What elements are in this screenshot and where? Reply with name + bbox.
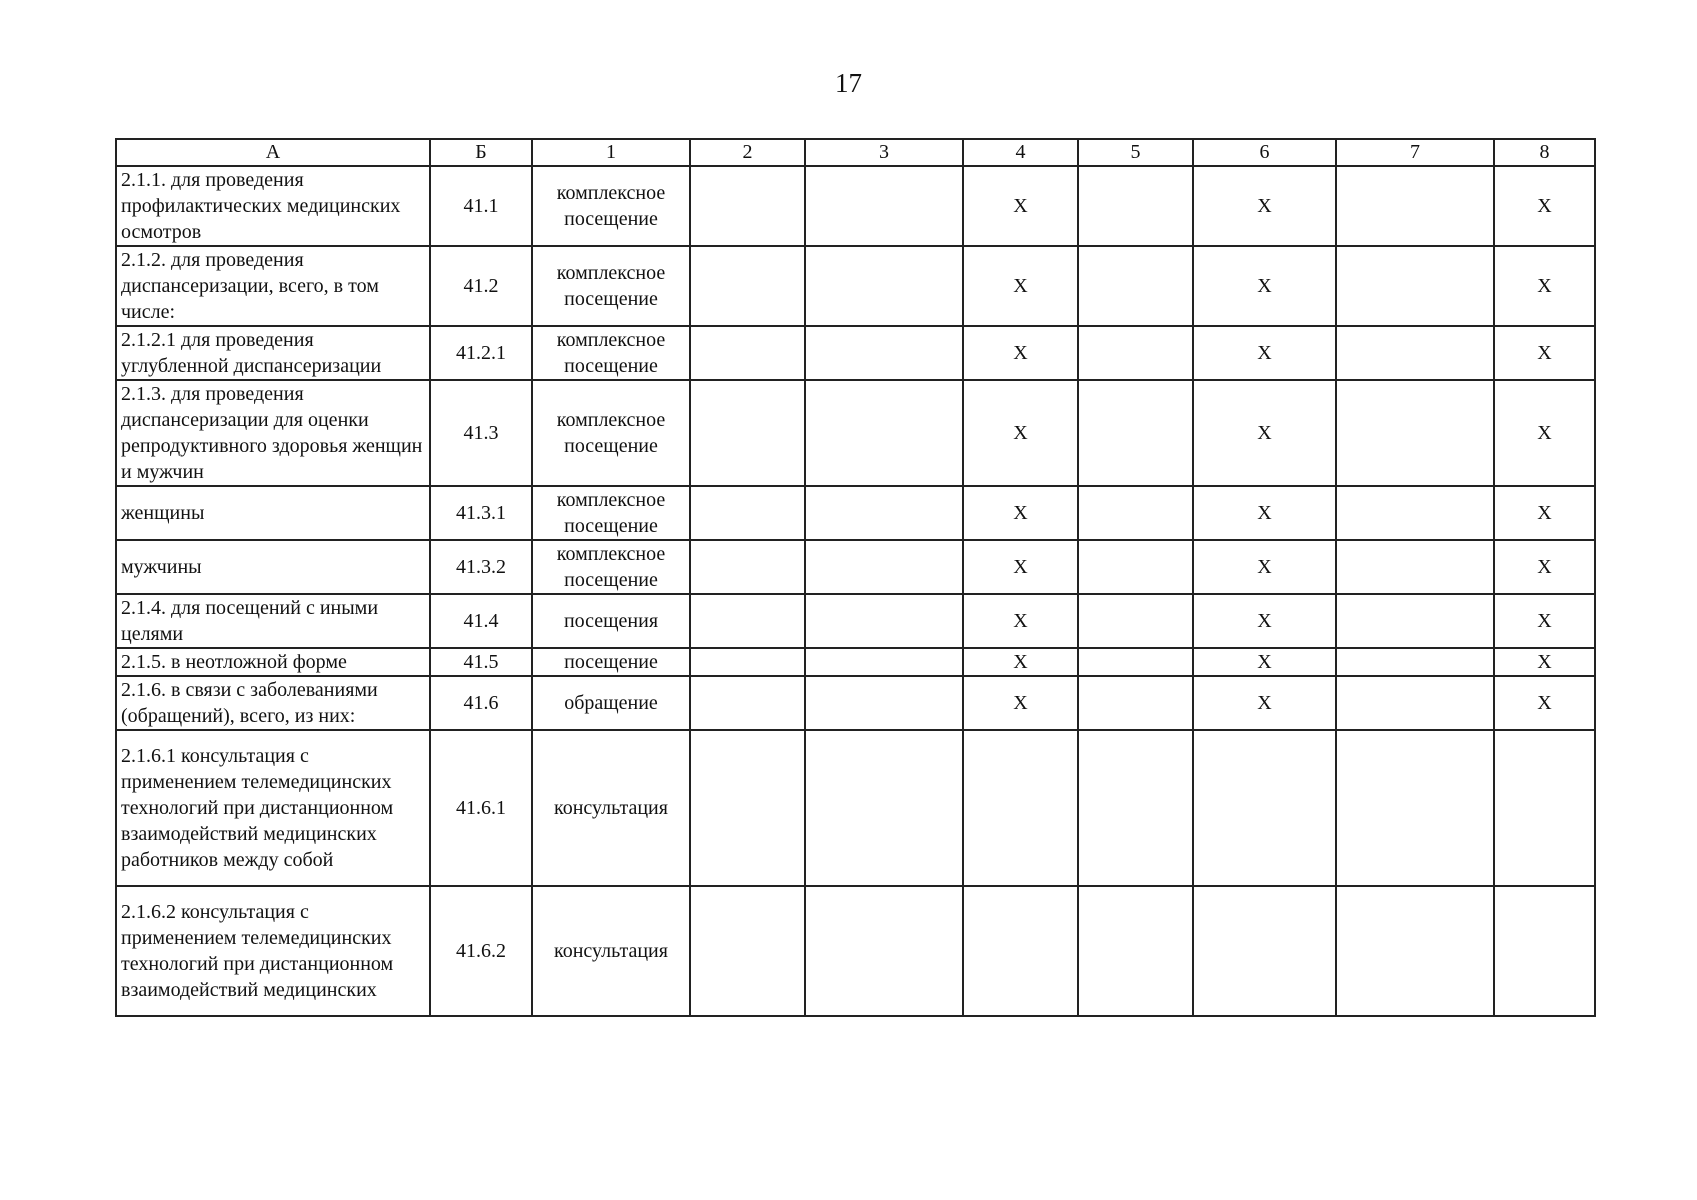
- table-row: [116, 594, 1595, 648]
- cell-col-5: [1078, 486, 1193, 540]
- cell-col-3: [805, 886, 963, 1016]
- cell-col-6: Х: [1193, 594, 1336, 648]
- row-unit: комплексное посещение: [532, 540, 690, 594]
- cell-col-7: [1336, 326, 1494, 380]
- cell-col-6: Х: [1193, 166, 1336, 246]
- cell-col-7: [1336, 166, 1494, 246]
- cell-col-2: [690, 594, 805, 648]
- cell-col-3: [805, 486, 963, 540]
- cell-col-3: [805, 246, 963, 326]
- column-header: А: [116, 139, 430, 166]
- column-header: 2: [690, 139, 805, 166]
- cell-col-2: [690, 166, 805, 246]
- row-description: 2.1.6.1 консультация с применением телемедицинских технологий при дистанционном взаимодействий медицинских работников между собой: [116, 730, 430, 886]
- cell-col-3: [805, 540, 963, 594]
- row-description: 2.1.2. для проведения диспансеризации, всего, в том числе:: [116, 246, 430, 326]
- cell-col-5: [1078, 594, 1193, 648]
- cell-col-8: Х: [1494, 166, 1595, 246]
- cell-col-2: [690, 540, 805, 594]
- table-row: [116, 676, 1595, 730]
- cell-col-3: [805, 594, 963, 648]
- cell-col-8: Х: [1494, 486, 1595, 540]
- table-row: [116, 730, 1595, 886]
- cell-col-7: [1336, 886, 1494, 1016]
- cell-col-3: [805, 648, 963, 676]
- cell-col-8: Х: [1494, 648, 1595, 676]
- column-header: Б: [430, 139, 532, 166]
- cell-col-8: Х: [1494, 540, 1595, 594]
- cell-col-6: [1193, 886, 1336, 1016]
- cell-col-7: [1336, 246, 1494, 326]
- cell-col-4: Х: [963, 540, 1078, 594]
- header-row: [116, 139, 1595, 166]
- cell-col-4: Х: [963, 246, 1078, 326]
- table-row: [116, 648, 1595, 676]
- cell-col-8: Х: [1494, 594, 1595, 648]
- row-code: 41.2: [430, 246, 532, 326]
- table-row: [116, 886, 1595, 1016]
- cell-col-4: [963, 886, 1078, 1016]
- row-unit: комплексное посещение: [532, 166, 690, 246]
- row-code: 41.3.2: [430, 540, 532, 594]
- cell-col-2: [690, 246, 805, 326]
- row-unit: комплексное посещение: [532, 326, 690, 380]
- cell-col-4: Х: [963, 326, 1078, 380]
- column-header: 4: [963, 139, 1078, 166]
- row-unit: комплексное посещение: [532, 380, 690, 486]
- cell-col-4: Х: [963, 166, 1078, 246]
- data-table: [115, 138, 1596, 1017]
- cell-col-6: Х: [1193, 676, 1336, 730]
- column-header: 3: [805, 139, 963, 166]
- row-unit: посещение: [532, 648, 690, 676]
- cell-col-3: [805, 676, 963, 730]
- cell-col-6: Х: [1193, 540, 1336, 594]
- row-description: 2.1.4. для посещений с иными целями: [116, 594, 430, 648]
- row-description: 2.1.1. для проведения профилактических медицинских осмотров: [116, 166, 430, 246]
- column-header: 8: [1494, 139, 1595, 166]
- row-unit: консультация: [532, 886, 690, 1016]
- cell-col-2: [690, 326, 805, 380]
- cell-col-3: [805, 326, 963, 380]
- column-header: 6: [1193, 139, 1336, 166]
- cell-col-7: [1336, 648, 1494, 676]
- row-unit: консультация: [532, 730, 690, 886]
- cell-col-2: [690, 380, 805, 486]
- cell-col-8: Х: [1494, 676, 1595, 730]
- row-code: 41.5: [430, 648, 532, 676]
- cell-col-8: [1494, 886, 1595, 1016]
- row-unit: обращение: [532, 676, 690, 730]
- cell-col-6: Х: [1193, 246, 1336, 326]
- row-code: 41.2.1: [430, 326, 532, 380]
- cell-col-7: [1336, 540, 1494, 594]
- row-description: женщины: [116, 486, 430, 540]
- cell-col-3: [805, 166, 963, 246]
- cell-col-4: Х: [963, 594, 1078, 648]
- cell-col-4: Х: [963, 676, 1078, 730]
- row-code: 41.6: [430, 676, 532, 730]
- cell-col-2: [690, 886, 805, 1016]
- row-unit: комплексное посещение: [532, 246, 690, 326]
- row-code: 41.1: [430, 166, 532, 246]
- cell-col-8: Х: [1494, 380, 1595, 486]
- cell-col-2: [690, 648, 805, 676]
- column-header: 5: [1078, 139, 1193, 166]
- cell-col-4: Х: [963, 486, 1078, 540]
- cell-col-5: [1078, 540, 1193, 594]
- cell-col-6: Х: [1193, 648, 1336, 676]
- cell-col-3: [805, 730, 963, 886]
- cell-col-5: [1078, 730, 1193, 886]
- table-row: [116, 486, 1595, 540]
- row-description: 2.1.6. в связи с заболеваниями (обращений), всего, из них:: [116, 676, 430, 730]
- row-description: мужчины: [116, 540, 430, 594]
- cell-col-2: [690, 730, 805, 886]
- cell-col-2: [690, 486, 805, 540]
- cell-col-4: Х: [963, 648, 1078, 676]
- cell-col-5: [1078, 380, 1193, 486]
- table-row: [116, 246, 1595, 326]
- page-number: 17: [835, 68, 862, 98]
- cell-col-8: Х: [1494, 326, 1595, 380]
- cell-col-4: [963, 730, 1078, 886]
- row-code: 41.3: [430, 380, 532, 486]
- cell-col-5: [1078, 886, 1193, 1016]
- cell-col-3: [805, 380, 963, 486]
- cell-col-6: Х: [1193, 380, 1336, 486]
- cell-col-5: [1078, 246, 1193, 326]
- cell-col-7: [1336, 730, 1494, 886]
- row-code: 41.6.1: [430, 730, 532, 886]
- cell-col-5: [1078, 648, 1193, 676]
- cell-col-7: [1336, 380, 1494, 486]
- cell-col-8: [1494, 730, 1595, 886]
- cell-col-6: [1193, 730, 1336, 886]
- row-description: 2.1.3. для проведения диспансеризации для оценки репродуктивного здоровья женщин и мужчин: [116, 380, 430, 486]
- cell-col-7: [1336, 594, 1494, 648]
- cell-col-6: Х: [1193, 486, 1336, 540]
- cell-col-8: Х: [1494, 246, 1595, 326]
- row-description: 2.1.6.2 консультация с применением телемедицинских технологий при дистанционном взаимодействий медицинских: [116, 886, 430, 1016]
- table-row: [116, 326, 1595, 380]
- cell-col-5: [1078, 166, 1193, 246]
- column-header: 7: [1336, 139, 1494, 166]
- table-row: [116, 380, 1595, 486]
- cell-col-6: Х: [1193, 326, 1336, 380]
- column-header: 1: [532, 139, 690, 166]
- row-unit: посещения: [532, 594, 690, 648]
- table-row: [116, 540, 1595, 594]
- row-code: 41.6.2: [430, 886, 532, 1016]
- cell-col-2: [690, 676, 805, 730]
- row-unit: комплексное посещение: [532, 486, 690, 540]
- row-code: 41.4: [430, 594, 532, 648]
- table-row: [116, 166, 1595, 246]
- cell-col-5: [1078, 676, 1193, 730]
- cell-col-7: [1336, 486, 1494, 540]
- cell-col-5: [1078, 326, 1193, 380]
- row-description: 2.1.5. в неотложной форме: [116, 648, 430, 676]
- row-code: 41.3.1: [430, 486, 532, 540]
- cell-col-4: Х: [963, 380, 1078, 486]
- row-description: 2.1.2.1 для проведения углубленной диспансеризации: [116, 326, 430, 380]
- cell-col-7: [1336, 676, 1494, 730]
